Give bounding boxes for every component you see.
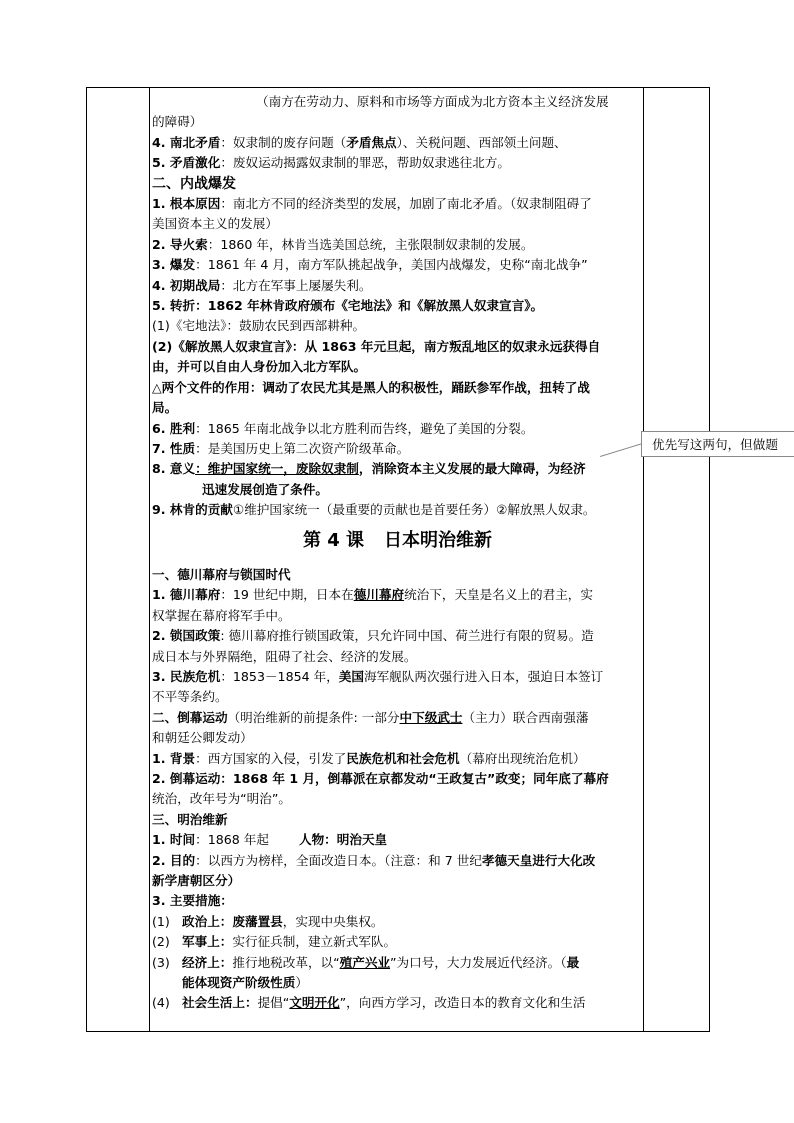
item-root-cause-2: 美国资本主义的发展） [152,216,278,232]
item-emancipation-2: 由，并可以自由人身份加入北方军队。 [152,359,367,375]
item-purpose-2: 新学唐朝区分） [152,873,241,889]
item-victory: 6. 胜利：1865 年南北战争以北方胜利而告终，避免了美国的分裂。 [152,420,534,436]
item-time: 1. 时间：1868 年起 人物：明治天皇 [152,832,388,848]
item-outbreak: 3. 爆发：1861 年 4 月，南方军队挑起战争，美国内战爆发，史称“南北战争” [152,257,588,273]
continuation-line: （南方在劳动力、原料和市场等方面成为北方资本主义经济发展 [256,94,609,109]
item-tokugawa: 1. 德川幕府：19 世纪中期，日本在德川幕府统治下，天皇是名义上的君主，实 [152,587,593,603]
item-documents-effect-2: 局。 [152,400,178,416]
item-seclusion: 2. 锁国政策: 德川幕府推行锁国政策，只允许同中国、荷兰进行有限的贸易。造 [152,628,594,644]
table-divider-right [643,88,644,1031]
item-overthrow-movement-2: 统治，改年号为“明治”。 [152,791,291,807]
item-significance: 8. 意义：维护国家统一，废除奴隶制，消除资本主义发展的最大障碍，为经济 [152,461,586,477]
measure-economic-2: 能体现资产阶级性质） [182,975,308,991]
item-nature: 7. 性质：是美国历史上第二次资产阶级革命。 [152,440,410,456]
item-significance-2: 迅速发展创造了条件。 [202,481,328,497]
section-heading-overthrow-2: 和朝廷公卿发动） [152,730,253,746]
item-lincoln-contribution: 9. 林肯的贡献①维护国家统一（最重要的贡献也是首要任务）②解放黑人奴隶。 [152,502,596,518]
item-north-south-conflict: 4. 南北矛盾：奴隶制的废存问题（矛盾焦点）、关税问题、西部领土问题、 [152,134,567,150]
section-heading-tokugawa: 一、德川幕府与锁国时代 [152,566,291,582]
document-body [152,92,643,1014]
measure-political: (1) 政治上：废藩置县，实现中央集权。 [152,913,384,929]
section-heading-overthrow: 二、倒幕运动（明治维新的前提条件: 一部分中下级武士（主力）联合西南强藩 [152,709,589,725]
section-heading-meiji: 三、明治维新 [152,811,228,827]
review-comment[interactable]: 优先写这两句，但做题 [641,431,794,457]
item-early-war: 4. 初期战局：北方在军事上屡屡失利。 [152,277,372,293]
item-purpose: 2. 目的：以西方为榜样，全面改造日本。（注意：和 7 世纪孝德天皇进行大化改 [152,852,596,868]
item-tokugawa-2: 权掌握在幕府将军手中。 [152,607,291,623]
measure-military: (2) 军事上：实行征兵制，建立新式军队。 [152,934,397,950]
item-national-crisis-2: 不平等条约。 [152,689,228,705]
item-seclusion-2: 成日本与外界隔绝，阻碍了社会、经济的发展。 [152,648,417,664]
item-national-crisis: 3. 民族危机：1853－1854 年，美国海军舰队两次强行进入日本，强迫日本签订 [152,668,604,684]
item-turning-point: 5. 转折：1862 年林肯政府颁布《宅地法》和《解放黑人奴隶宣言》。 [152,298,544,314]
item-conflict-intensify: 5. 矛盾激化：废奴运动揭露奴隶制的罪恶，帮助奴隶逃往北方。 [152,155,510,171]
item-measures: 3. 主要措施： [152,893,233,909]
continuation-line-2: 的障碍） [152,114,203,130]
measure-social: (4) 社会生活上：提倡“文明开化”，向西方学习，改造日本的教育文化和生活 [152,995,586,1011]
table-divider-left [149,88,150,1031]
item-homestead-act: (1)《宅地法》：鼓励农民到西部耕种。 [152,318,366,334]
item-root-cause: 1. 根本原因：南北方不同的经济类型的发展，加剧了南北矛盾。（奴隶制阻碍了 [152,196,592,212]
item-emancipation: (2)《解放黑人奴隶宣言》：从 1863 年元旦起，南方叛乱地区的奴隶永远获得自 [152,338,601,354]
measure-economic: (3) 经济上：推行地税改革，以“殖产兴业”为口号，大力发展近代经济。（最 [152,954,580,970]
section-heading-civil-war: 二、内战爆发 [152,175,236,192]
item-trigger: 2. 导火索：1860 年，林肯当选美国总统，主张限制奴隶制的发展。 [152,236,534,252]
lesson-title: 第 4 课 日本明治维新 [302,529,493,551]
item-overthrow-movement: 2. 倒幕运动：1868 年 1 月，倒幕派在京都发动“王政复古”政变；同年底了幕府 [152,771,609,786]
item-documents-effect: △两个文件的作用：调动了农民尤其是黑人的积极性，踊跃参军作战，扭转了战 [152,379,590,395]
item-background: 1. 背景：西方国家的入侵，引发了民族危机和社会危机（幕府出现统治危机） [152,750,586,766]
